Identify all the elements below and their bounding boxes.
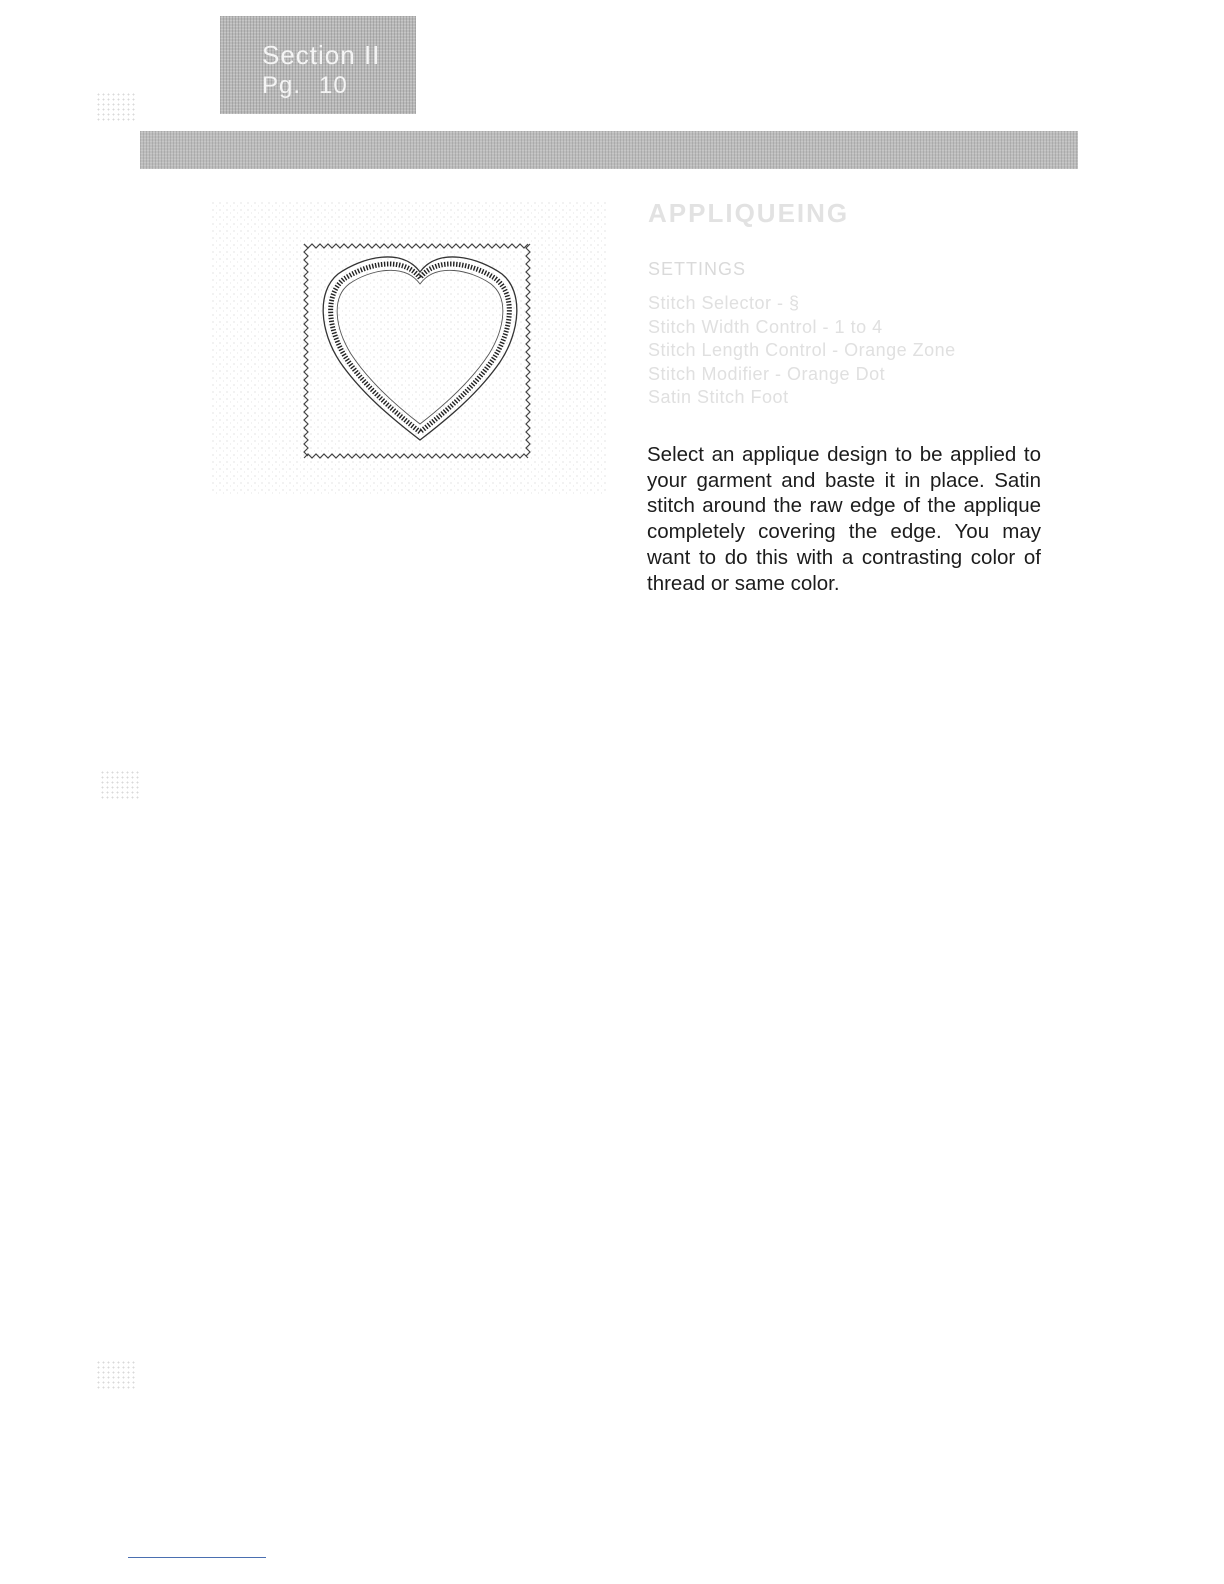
heart-applique-illustration <box>212 202 608 496</box>
setting-stitch-width: Stitch Width Control - 1 to 4 <box>648 316 883 337</box>
setting-stitch-modifier: Stitch Modifier - Orange Dot <box>648 363 886 384</box>
margin-speckle <box>96 1360 136 1390</box>
header-band <box>140 131 1078 169</box>
setting-stitch-length: Stitch Length Control - Orange Zone <box>648 340 956 360</box>
page-number <box>262 72 366 100</box>
page-title: APPLIQUEING <box>648 198 850 228</box>
margin-speckle <box>96 92 136 122</box>
page-prefix: Pg. <box>262 72 302 99</box>
settings-list <box>648 292 956 410</box>
heart-applique-icon <box>212 202 608 496</box>
settings-heading: SETTINGS <box>648 259 747 279</box>
setting-presser-foot: Satin Stitch Foot <box>648 387 789 407</box>
margin-speckle <box>100 770 140 800</box>
section-tab <box>220 16 416 114</box>
page-value: 10 <box>319 72 348 99</box>
instruction-paragraph: Select an applique design to be applied to your garment and baste it in place. Satin stitch around the raw edge of the applique completely covering the edge. You may want to do this with a contrasting color of thread or same color. <box>647 443 1041 595</box>
section-label: Section II <box>262 40 381 70</box>
footer-rule <box>128 1557 266 1558</box>
setting-stitch-selector: Stitch Selector - § <box>648 293 800 313</box>
